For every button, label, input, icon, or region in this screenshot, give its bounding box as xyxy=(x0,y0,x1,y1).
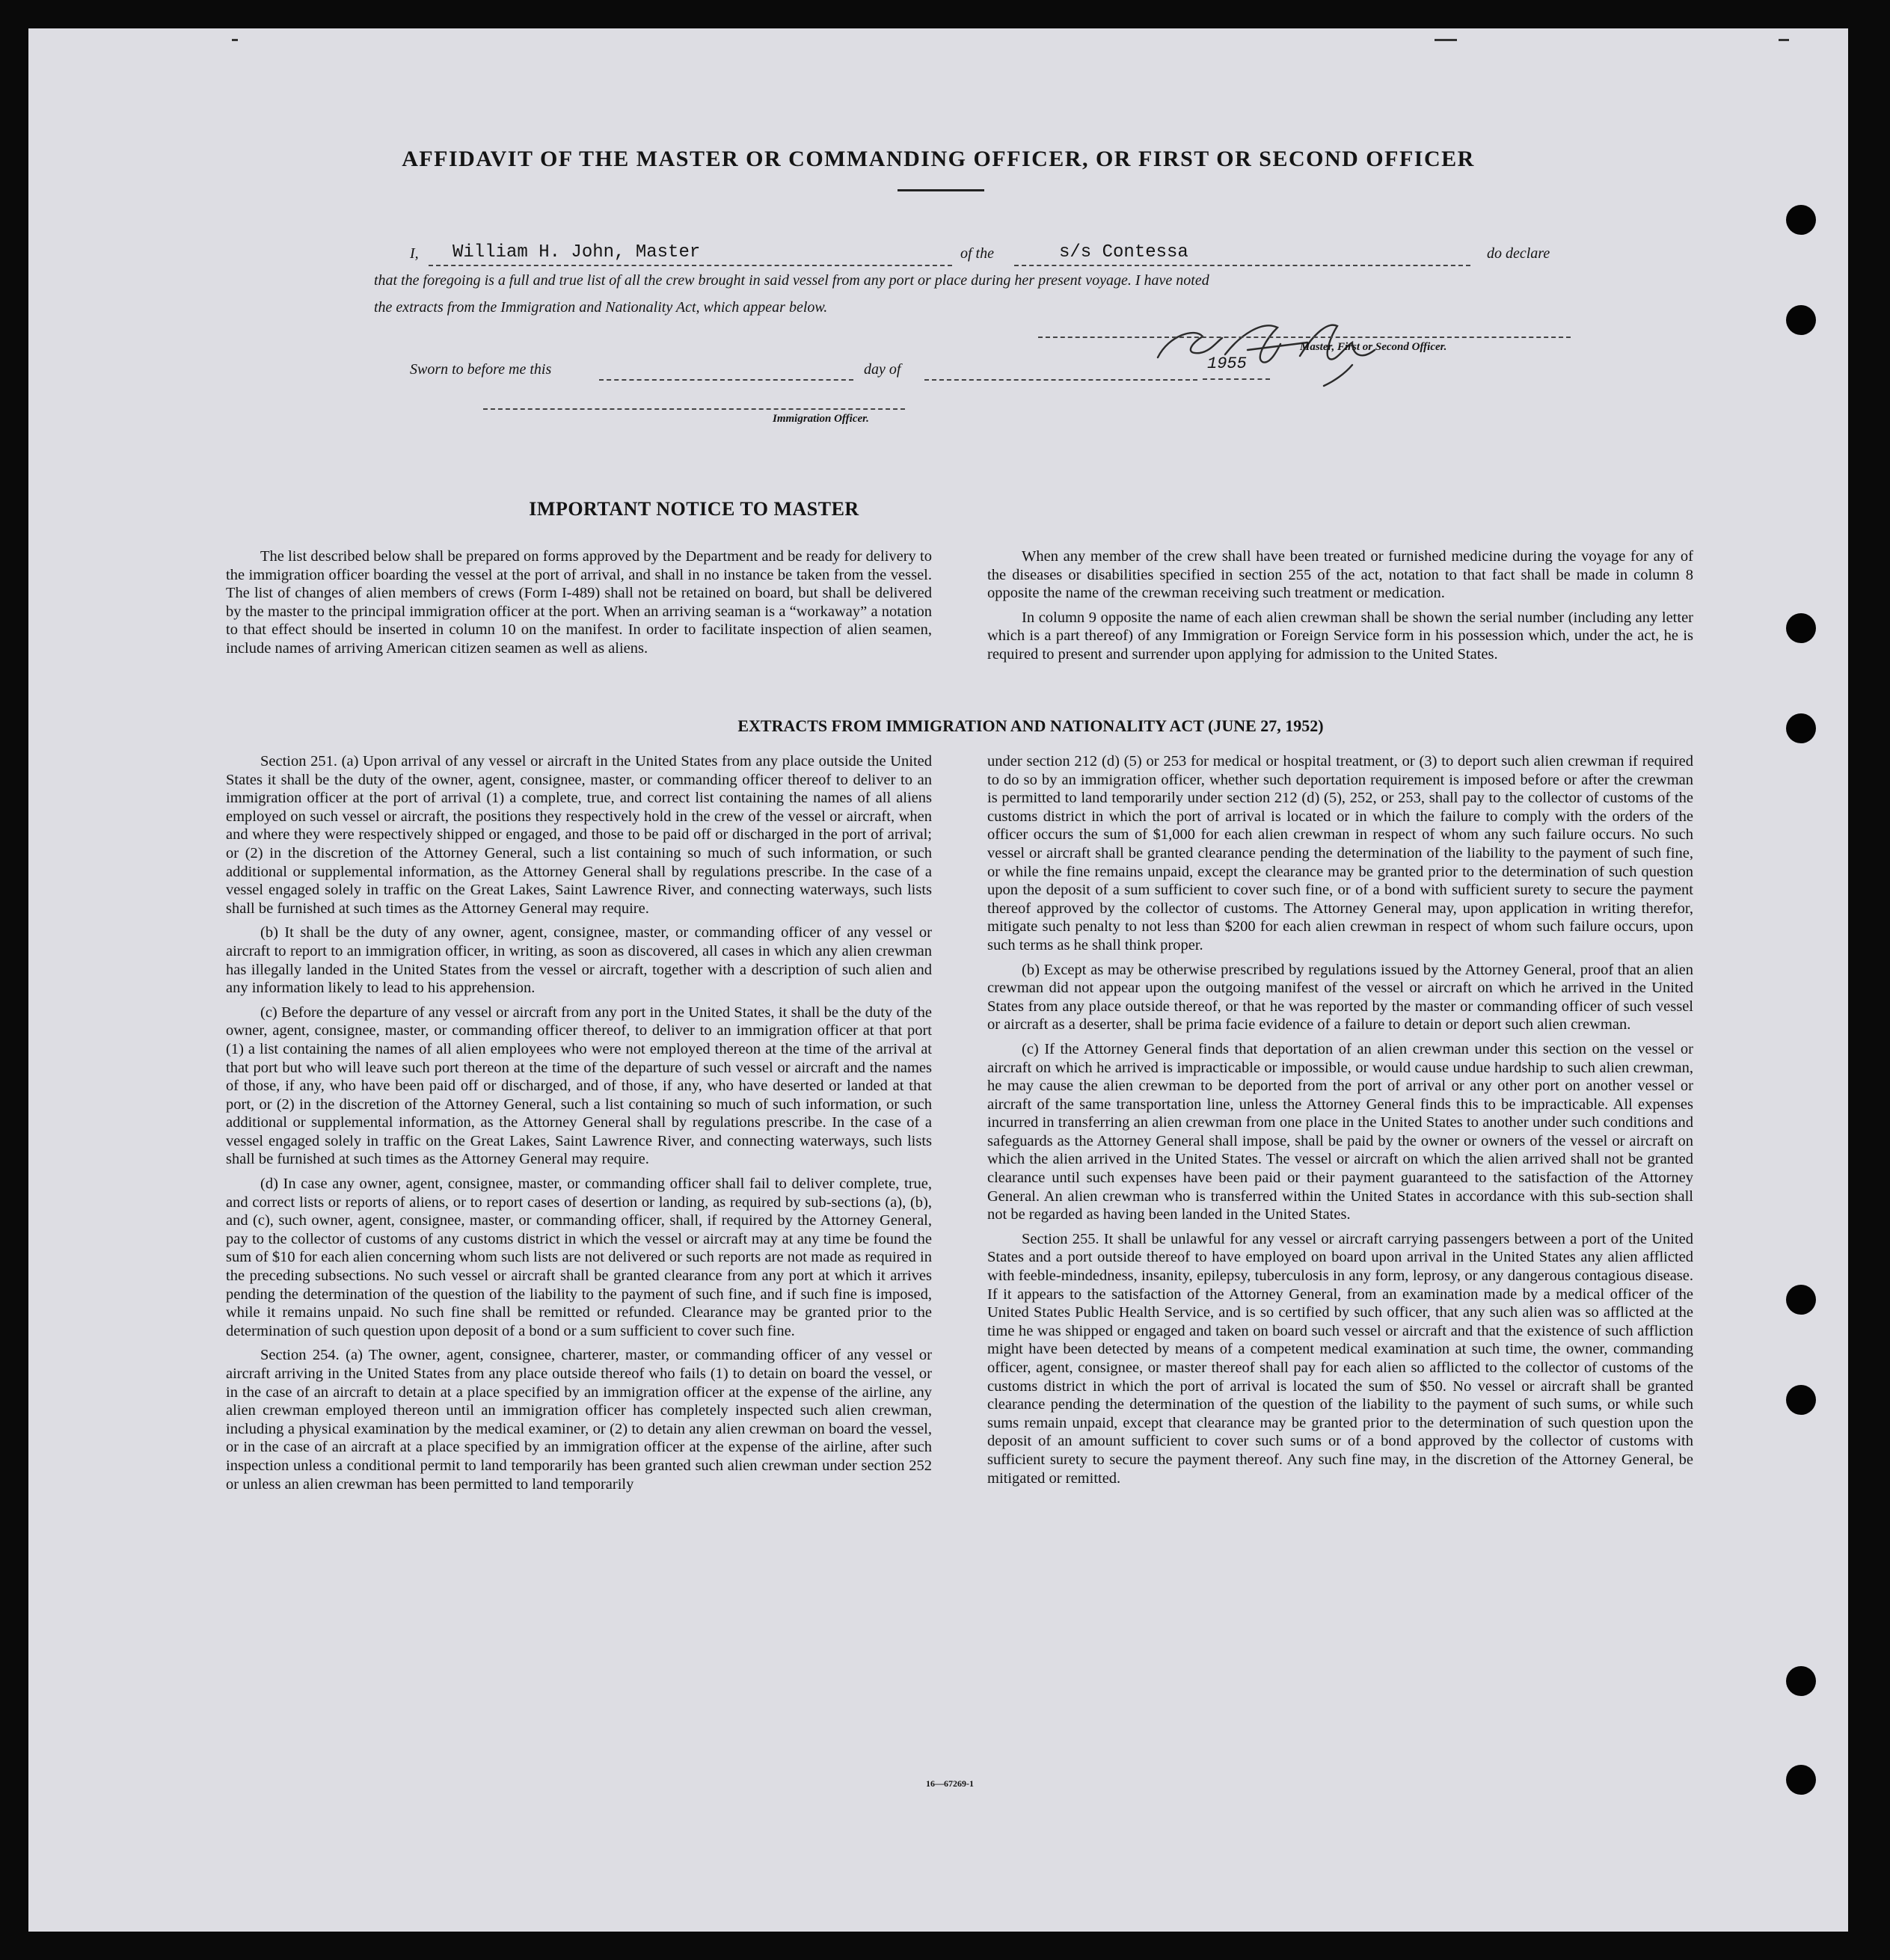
title-rule xyxy=(898,189,984,191)
notice-right-paragraph-2: In column 9 opposite the name of each alien crewman shall be shown the serial number (including any letter which is a part thereof) of any Immigration or Foreign Service form in his possession which, under the act, he is required to present and surrender upon applying for admission to the United States. xyxy=(987,609,1693,663)
declaration-prefix: I, xyxy=(410,245,419,262)
notice-right-column xyxy=(987,547,1693,670)
scan-speck xyxy=(1435,39,1457,41)
declaration-line-2: that the foregoing is a full and true list of all the crew brought in said vessel from any port or place during her present voyage. I have noted xyxy=(374,272,1209,289)
extract-paragraph: (b) Except as may be otherwise prescribed by regulations issued by the Attorney General, proof that an alien crewman did not appear upon the outgoing manifest of the vessel or aircraft on which he arrived in the United States from any place outside thereof, or that he was reported by the master or commanding officer of such vessel or aircraft as a deserter, shall be prima facie evidence of a failure to detain or deport such alien crewman. xyxy=(987,961,1693,1033)
extracts-title: EXTRACTS FROM IMMIGRATION AND NATIONALITY ACT (JUNE 27, 1952) xyxy=(737,716,1324,735)
notice-left-column xyxy=(226,547,932,664)
punch-hole xyxy=(1786,1666,1816,1696)
sworn-label: Sworn to before me this xyxy=(410,361,552,378)
extract-paragraph: Section 254. (a) The owner, agent, consignee, charterer, master, or commanding officer of any vessel or aircraft arriving in the United States from any place outside thereof who fails (1) to detain on board the vessel, or in the case of an aircraft to detain at a place specified by an immigration officer at the expense of the airline, any alien crewman employed thereon until an immigration officer has completely inspected such alien crewman, including a physical examination by the medical examiner, or (2) to detain any alien crewman on board the vessel, or in the case of an aircraft at a place specified by an immigration officer at the expense of the airline, after such inspection unless a conditional permit to land temporarily has been granted such alien crewman under section 252 or unless an alien crewman has been permitted to land temporarily xyxy=(226,1347,932,1493)
declaration-line-3: the extracts from the Immigration and Nationality Act, which appear below. xyxy=(374,299,828,316)
master-name-field[interactable] xyxy=(429,242,952,266)
punch-hole xyxy=(1786,1765,1816,1795)
vessel-name-value: s/s Contessa xyxy=(1059,242,1188,262)
affidavit-title: AFFIDAVIT OF THE MASTER OR COMMANDING OFFICER, OR FIRST OR SECOND OFFICER xyxy=(402,147,1475,171)
vessel-name-field[interactable] xyxy=(1014,242,1470,266)
signature-line[interactable] xyxy=(1038,335,1571,338)
punch-hole xyxy=(1786,713,1816,743)
punch-hole xyxy=(1786,613,1816,643)
sworn-month-field[interactable] xyxy=(924,361,1197,381)
extract-paragraph: (b) It shall be the duty of any owner, agent, consignee, master, or commanding officer of any vessel or aircraft to report to an immigration officer, in writing, as soon as discovered, all cases in which any alien crewman has illegally landed in the United States from the vessel or aircraft, together with a description of such alien and any information likely to lead to his apprehension. xyxy=(226,924,932,997)
punch-hole xyxy=(1786,1285,1816,1315)
day-of-label: day of xyxy=(864,361,901,378)
extracts-left-column xyxy=(226,752,932,1499)
extract-paragraph: (d) In case any owner, agent, consignee, master, or commanding officer shall fail to deliver complete, true, and correct lists or reports of aliens, or to report cases of desertion or landing, as required by sub-sections (a), (b), and (c), such owner, agent, consignee, master, or commanding officer, shall, if required by the Attorney General, pay to the collector of customs of any customs district in which the vessel or aircraft may at any time be found the sum of $10 for each alien concerning whom such lists are not delivered or such reports are not made as required in the preceding subsections. No such vessel or aircraft shall be granted clearance from any port at which it arrives pending the determination of the question of the liability to the payment of such fine, and if such fine is imposed, while it remains unpaid. No such fine shall be remitted or refunded. Clearance may be granted prior to the determination of such question upon deposit of a bond or a sum sufficient to cover such fine. xyxy=(226,1176,932,1339)
signature-caption: Master, First or Second Officer. xyxy=(1300,341,1447,353)
extract-paragraph: (c) If the Attorney General finds that deportation of an alien crewman under this section on the vessel or aircraft on which he arrived is impracticable or impossible, or would cause undue hardship to such alien crewman, he may cause the alien crewman to be deported from the port of arrival or any other port on another vessel or aircraft of the same transportation line, unless the Attorney General finds this to be impracticable. All expenses incurred in transferring an alien crewman from one place in the United States to another under such conditions and safeguards as the Attorney General shall impose, shall be paid by the owner or owners of the vessel or aircraft on which the alien arrived in the United States. The vessel or aircraft on which the alien arrived shall not be granted clearance until such expenses have been paid or their payment guaranteed to the satisfaction of the Attorney General. An alien crewman who is transferred within the United States in accordance with this sub-section shall not be regarded as having been landed in the United States. xyxy=(987,1040,1693,1223)
punch-hole xyxy=(1786,305,1816,335)
notice-left-paragraph: The list described below shall be prepared on forms approved by the Department and be ready for delivery to the immigration officer boarding the vessel at the port of arrival, and shall in no instance be taken from the vessel. The list of changes of alien members of crews (Form I-489) shall not be retained on board, but shall be delivered by the master to the principal immigration officer at the port. When an arriving seaman is a “workaway” a notation to that effect should be inserted in column 10 on the manifest. In order to facilitate inspection of alien seamen, include names of arriving American citizen seamen as well as aliens. xyxy=(226,548,932,657)
extract-paragraph: (c) Before the departure of any vessel or aircraft from any port in the United States, it shall be the duty of the owner, agent, consignee, master, or commanding officer thereof, to deliver to an immigration officer at that port (1) a list containing the names of all alien employees who were not employed thereon at the time of the arrival at that port but who will leave such port thereon at the time of the departure of such vessel or aircraft and the names of those, if any, who have been paid off or discharged, and of those, if any, who have deserted or landed at that port, or (2) in the discretion of the Attorney General, such a list containing so much of such information, or such additional or supplemental information, as the Attorney General shall by regulations prescribe. In the case of a vessel engaged solely in traffic on the Great Lakes, Saint Lawrence River, and connecting waterways, such lists shall be furnished at such times as the Attorney General may require. xyxy=(226,1004,932,1168)
sworn-year-field[interactable] xyxy=(1203,353,1270,380)
immigration-officer-signature-line[interactable] xyxy=(483,407,905,410)
extract-paragraph: Section 255. It shall be unlawful for any vessel or aircraft carrying passengers between a port of the United States and a port outside thereof to have employed on board upon arrival in the United States any alien afflicted with feeble-mindedness, insanity, epilepsy, tuberculosis in any form, leprosy, or any dangerous contagious disease. If it appears to the satisfaction of the Attorney General, from an examination made by a medical officer of the United States Public Health Service, and is so certified by such officer, that any such alien was so afflicted at the time he was shipped or engaged and taken on board such vessel or aircraft and that the existence of such affliction might have been detected by means of a competent medical examination at such time, the owner, commanding officer, agent, consignee, or master thereof shall pay for each alien so afflicted to the collector of customs of the customs district in which the port of arrival is located the sum of $50. No vessel or aircraft shall be granted clearance pending the determination of the question of the liability to the payment of such sums, or while such sums remain unpaid, except that clearance may be granted prior to the determination of such question upon the deposit of an amount sufficient to cover such sums or of a bond approved by the collector of customs with sufficient surety to secure the payment thereof. Any such fine may, in the discretion of the Attorney General, be mitigated or remitted. xyxy=(987,1230,1693,1487)
scan-speck xyxy=(232,39,238,41)
notice-right-paragraph-1: When any member of the crew shall have been treated or furnished medicine during the voyage for any of the diseases or disabilities specified in section 255 of the act, notation to that fact shall be made in column 8 opposite the name of the crewman receiving such treatment or medication. xyxy=(987,548,1693,602)
immigration-officer-caption: Immigration Officer. xyxy=(773,413,869,425)
extracts-right-column xyxy=(987,752,1693,1493)
punch-hole xyxy=(1786,205,1816,235)
scan-speck xyxy=(1779,39,1789,41)
extract-paragraph: under section 212 (d) (5) or 253 for medical or hospital treatment, or (3) to deport such alien crewman if required to do so by an immigration officer, whether such deportation requirement is imposed before or after the crewman is permitted to land temporarily under section 212 (d) (5), 252, or 253, shall pay to the collector of customs of the customs district in which the port of arrival is located or in which the failure to comply with the orders of the officer occurs the sum of $1,000 for each alien crewman in respect of whom any such failure occurs. No such vessel or aircraft shall be granted clearance pending the determination of the liability to the payment of such fine, or while the fine remains unpaid, except the clearance may be granted prior to the determination of such question upon the deposit of a sum sufficient to cover such fine, or of a bond with sufficient surety to secure the payment thereof approved by the collector of customs. The Attorney General may, upon application in writing therefor, mitigate such penalty to not less than $200 for each alien crewman in respect of whom such failure occurs, upon such terms as he shall think proper. xyxy=(987,753,1693,953)
notice-title: IMPORTANT NOTICE TO MASTER xyxy=(529,498,859,520)
punch-hole xyxy=(1786,1385,1816,1415)
of-the-label: of the xyxy=(960,245,994,262)
extract-paragraph: Section 251. (a) Upon arrival of any vessel or aircraft in the United States from any place outside the United States it shall be the duty of the owner, agent, consignee, master, or commanding officer thereof to deliver to an immigration officer at the port of arrival (1) a complete, true, and correct list containing the names of all aliens employed on such vessel or aircraft, the positions they respectively hold in the crew of the vessel or aircraft, when and where they were respectively shipped or engaged, and those to be paid off or discharged in the port of arrival; or (2) in the discretion of the Attorney General, such a list containing so much of such information, or such additional or supplemental information, as the Attorney General shall by regulations prescribe. In the case of a vessel engaged solely in traffic on the Great Lakes, Saint Lawrence River, and connecting waterways, such lists shall be furnished at such times as the Attorney General may require. xyxy=(226,753,932,917)
sworn-year-value: 1955 xyxy=(1207,354,1247,373)
sworn-day-field[interactable] xyxy=(599,361,853,381)
master-name-value: William H. John, Master xyxy=(452,242,701,262)
do-declare-label: do declare xyxy=(1487,245,1550,262)
print-number: 16—67269-1 xyxy=(926,1778,974,1789)
document-page xyxy=(28,28,1848,1932)
